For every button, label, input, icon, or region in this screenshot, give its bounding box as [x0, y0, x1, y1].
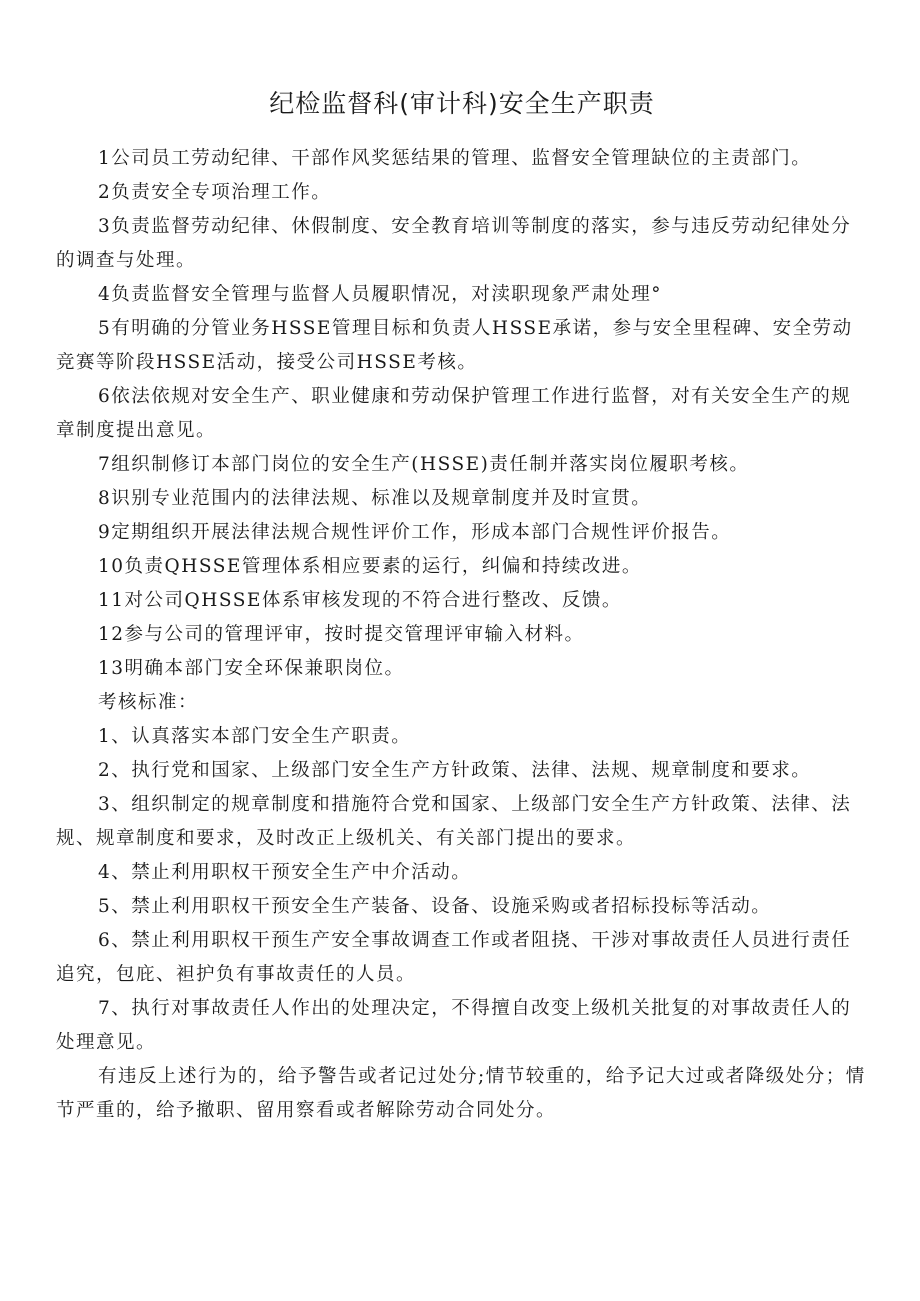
document-body	[56, 142, 868, 1128]
paragraph: 4、禁止利用职权干预安全生产中介活动。	[98, 862, 472, 883]
document-title: 纪检监督科(审计科)安全生产职责	[269, 89, 655, 118]
paragraph: 12参与公司的管理评审，按时提交管理评审输入材料。	[98, 624, 585, 645]
paragraph: 1公司员工劳动纪律、干部作风奖惩结果的管理、监督安全管理缺位的主责部门。	[98, 148, 812, 169]
paragraph: 2负责安全专项治理工作。	[98, 182, 332, 203]
paragraph: 5有明确的分管业务HSSE管理目标和负责人HSSE承诺，参与安全里程碑、安全劳动竞赛等阶段HSSE活动，接受公司HSSE考核。	[56, 318, 853, 373]
paragraph: 3负责监督劳动纪律、休假制度、安全教育培训等制度的落实，参与违反劳动纪律处分的调查与处理。	[56, 216, 852, 271]
paragraph: 3、组织制定的规章制度和措施符合党和国家、上级部门安全生产方针政策、法律、法规、规章制度和要求，及时改正上级机关、有关部门提出的要求。	[56, 794, 852, 849]
paragraph: 7组织制修订本部门岗位的安全生产(HSSE)责任制并落实岗位履职考核。	[98, 454, 750, 475]
paragraph: 1、认真落实本部门安全生产职责。	[98, 726, 412, 747]
paragraph: 有违反上述行为的，给予警告或者记过处分;情节较重的，给予记大过或者降级处分；情节严重的，给予撤职、留用察看或者解除劳动合同处分。	[56, 1066, 866, 1121]
paragraph: 7、执行对事故责任人作出的处理决定，不得擅自改变上级机关批复的对事故责任人的处理意见。	[56, 998, 852, 1053]
paragraph: 9定期组织开展法律法规合规性评价工作，形成本部门合规性评价报告。	[98, 522, 732, 543]
paragraph: 8识别专业范围内的法律法规、标准以及规章制度并及时宣贯。	[98, 488, 652, 509]
paragraph: 4负责监督安全管理与监督人员履职情况，对渎职现象严肃处理°	[98, 284, 663, 305]
paragraph: 6、禁止利用职权干预生产安全事故调查工作或者阻挠、干涉对事故责任人员进行责任追究，包庇、袒护负有事故责任的人员。	[56, 930, 852, 985]
paragraph: 11对公司QHSSE体系审核发现的不符合进行整改、反馈。	[98, 590, 622, 611]
paragraph: 2、执行党和国家、上级部门安全生产方针政策、法律、法规、规章制度和要求。	[98, 760, 812, 781]
section-heading: 考核标准：	[98, 692, 199, 713]
paragraph: 13明确本部门安全环保兼职岗位。	[98, 658, 405, 679]
paragraph: 6依法依规对安全生产、职业健康和劳动保护管理工作进行监督，对有关安全生产的规章制度提出意见。	[56, 386, 852, 441]
paragraph: 10负责QHSSE管理体系相应要素的运行，纠偏和持续改进。	[98, 556, 642, 577]
paragraph: 5、禁止利用职权干预安全生产装备、设备、设施采购或者招标投标等活动。	[98, 896, 772, 917]
